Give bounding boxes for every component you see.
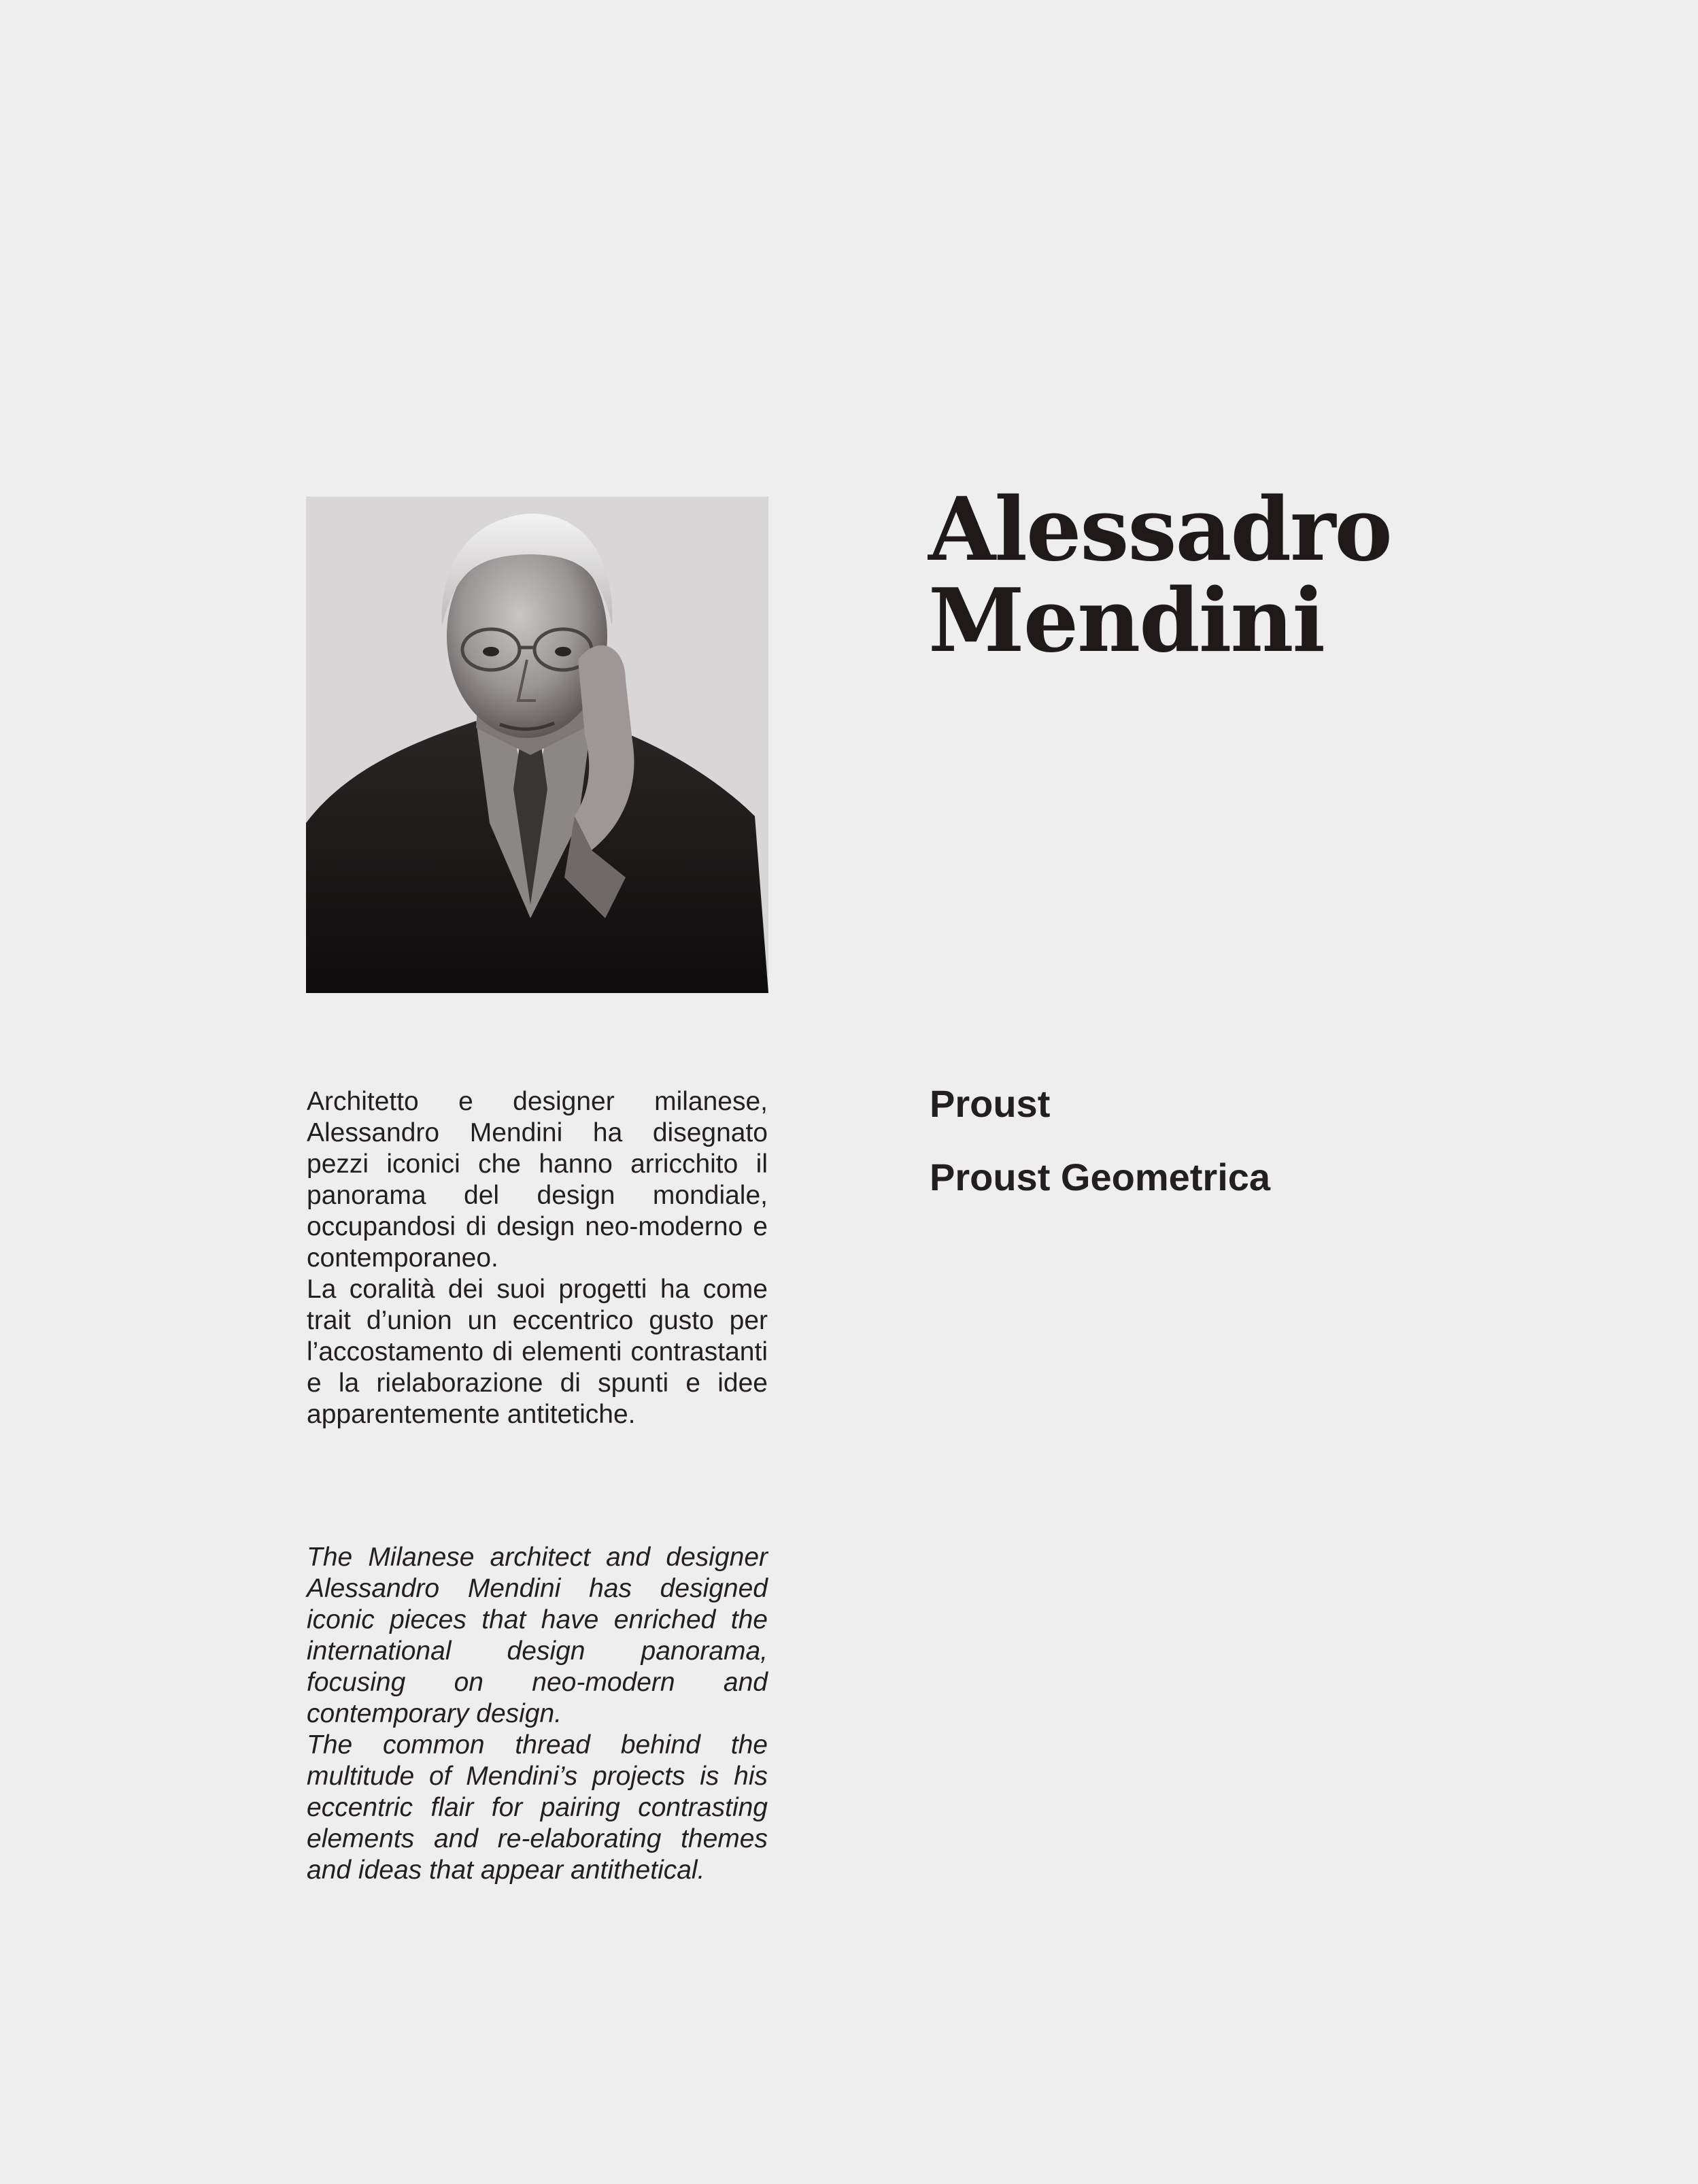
bio-paragraph: La coralità dei suoi progetti ha come trait d’union un eccentrico gusto per l’accostamento di elementi contrastanti e la rielaborazione di spunti e idee apparentemente antitetiche.: [307, 1275, 768, 1429]
designer-name-line1: Alessadro: [928, 479, 1391, 581]
product-item: Proust Geometrica: [930, 1156, 1271, 1198]
product-list: [930, 1081, 1270, 1228]
designer-name: [928, 479, 1391, 672]
designer-name-line2: Mendini: [928, 570, 1324, 672]
bio-italian: [307, 1086, 768, 1430]
product-item: Proust: [930, 1082, 1051, 1125]
portrait-illustration: [306, 497, 768, 993]
bio-english: [307, 1542, 768, 1886]
bio-paragraph: The Milanese architect and designer Alessandro Mendini has designed iconic pieces that have enriched the international design panorama, focusing on neo-modern and contemporary design.: [307, 1543, 768, 1728]
bio-paragraph: The common thread behind the multitude of Mendini’s projects is his eccentric flair for pairing contrasting elements and re-elaborating themes and ideas that appear antithetical.: [307, 1730, 768, 1885]
bio-paragraph: Architetto e designer milanese, Alessandro Mendini ha disegnato pezzi iconici che hanno arricchito il panorama del design mondiale, occupandosi di design neo-moderno e contemporaneo.: [307, 1087, 768, 1273]
portrait-photo: [306, 497, 768, 993]
